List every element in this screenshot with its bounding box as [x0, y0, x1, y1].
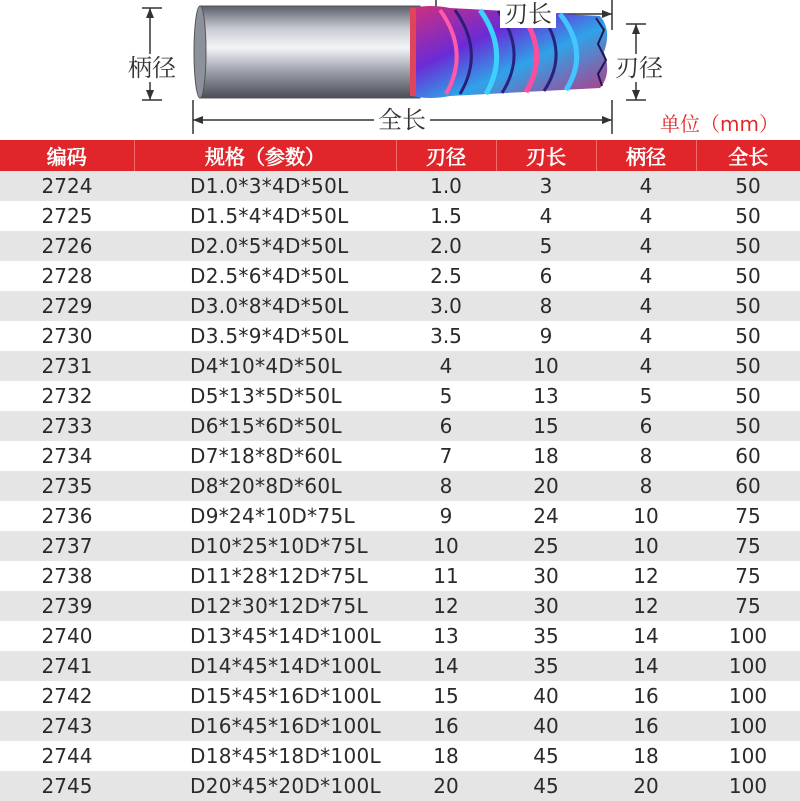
cell-spec: D8*20*8D*60L	[190, 474, 342, 498]
cell-spec: D2.0*5*4D*50L	[190, 234, 349, 258]
cell-cutting-length: 45	[533, 744, 559, 768]
cell-cutting-length: 40	[533, 684, 559, 708]
cell-cutting-diameter: 13	[433, 624, 459, 648]
cell-code: 2724	[41, 174, 93, 198]
cell-spec: D1.5*4*4D*50L	[190, 204, 349, 228]
table-row	[0, 171, 800, 201]
cell-cutting-length: 5	[539, 234, 553, 258]
table-row	[0, 381, 800, 411]
table-row	[0, 231, 800, 261]
cell-code: 2738	[41, 564, 93, 588]
cell-code: 2729	[41, 294, 93, 318]
cell-cutting-diameter: 1.0	[430, 174, 462, 198]
cell-cutting-length: 9	[539, 324, 553, 348]
cell-shank-diameter: 4	[639, 294, 653, 318]
cell-cutting-length: 10	[533, 354, 559, 378]
cell-code: 2728	[41, 264, 93, 288]
table-header-row	[0, 140, 800, 171]
table-row	[0, 651, 800, 681]
cell-cutting-length: 13	[533, 384, 559, 408]
cell-shank-diameter: 6	[639, 414, 653, 438]
cell-cutting-length: 45	[533, 774, 559, 798]
unit-label: 单位（mm）	[660, 112, 779, 136]
cell-shank-diameter: 14	[633, 624, 659, 648]
cell-overall-length: 100	[728, 774, 768, 798]
cell-cutting-length: 35	[533, 624, 559, 648]
cell-shank-diameter: 5	[639, 384, 653, 408]
cell-shank-diameter: 8	[639, 444, 653, 468]
header-cutting-diameter: 刃径	[396, 140, 496, 171]
cell-cutting-length: 3	[539, 174, 553, 198]
cell-overall-length: 50	[735, 234, 761, 258]
cell-overall-length: 100	[728, 744, 768, 768]
cell-overall-length: 100	[728, 714, 768, 738]
cell-overall-length: 75	[735, 534, 761, 558]
cell-cutting-length: 25	[533, 534, 559, 558]
cell-code: 2744	[41, 744, 93, 768]
header-shank-diameter: 柄径	[596, 140, 696, 171]
cell-overall-length: 50	[735, 324, 761, 348]
cell-code: 2734	[41, 444, 93, 468]
cell-cutting-length: 6	[539, 264, 553, 288]
cell-cutting-diameter: 2.0	[430, 234, 462, 258]
cell-cutting-length: 35	[533, 654, 559, 678]
cell-spec: D1.0*3*4D*50L	[190, 174, 349, 198]
cell-cutting-diameter: 14	[433, 654, 459, 678]
cell-overall-length: 100	[728, 654, 768, 678]
cell-spec: D7*18*8D*60L	[190, 444, 342, 468]
cell-cutting-diameter: 7	[439, 444, 453, 468]
table-row	[0, 411, 800, 441]
cell-spec: D20*45*20D*100L	[190, 774, 381, 798]
cell-shank-diameter: 4	[639, 174, 653, 198]
cell-cutting-length: 4	[539, 204, 553, 228]
table-row	[0, 621, 800, 651]
table-row	[0, 591, 800, 621]
cell-spec: D16*45*16D*100L	[190, 714, 381, 738]
header-spec: 规格（参数）	[134, 140, 396, 171]
cell-spec: D11*28*12D*75L	[190, 564, 368, 588]
table-row	[0, 321, 800, 351]
cell-code: 2735	[41, 474, 93, 498]
cell-overall-length: 50	[735, 294, 761, 318]
table-row	[0, 681, 800, 711]
cell-shank-diameter: 4	[639, 264, 653, 288]
cell-cutting-length: 30	[533, 564, 559, 588]
end-mill-diagram	[0, 0, 800, 140]
cell-cutting-diameter: 15	[433, 684, 459, 708]
shank-diameter-label: 柄径	[128, 54, 176, 82]
cell-cutting-length: 15	[533, 414, 559, 438]
cell-cutting-length: 40	[533, 714, 559, 738]
overall-length-label: 全长	[374, 106, 430, 134]
table-row	[0, 291, 800, 321]
cell-spec: D18*45*18D*100L	[190, 744, 381, 768]
cell-cutting-length: 8	[539, 294, 553, 318]
cell-cutting-diameter: 6	[439, 414, 453, 438]
cell-cutting-diameter: 9	[439, 504, 453, 528]
cell-cutting-length: 24	[533, 504, 559, 528]
cell-code: 2731	[41, 354, 93, 378]
cell-code: 2745	[41, 774, 93, 798]
header-code: 编码	[0, 140, 134, 171]
cell-shank-diameter: 4	[639, 354, 653, 378]
cell-shank-diameter: 18	[633, 744, 659, 768]
cell-code: 2742	[41, 684, 93, 708]
table-row	[0, 441, 800, 471]
table-row	[0, 201, 800, 231]
cell-code: 2726	[41, 234, 93, 258]
table-row	[0, 741, 800, 771]
cell-shank-diameter: 14	[633, 654, 659, 678]
cell-spec: D3.0*8*4D*50L	[190, 294, 349, 318]
cell-spec: D12*30*12D*75L	[190, 594, 368, 618]
cell-cutting-length: 20	[533, 474, 559, 498]
cell-shank-diameter: 10	[633, 504, 659, 528]
cell-spec: D5*13*5D*50L	[190, 384, 342, 408]
cell-cutting-length: 30	[533, 594, 559, 618]
cell-shank-diameter: 16	[633, 684, 659, 708]
tool-shank	[194, 6, 420, 98]
cell-shank-diameter: 4	[639, 204, 653, 228]
cell-code: 2743	[41, 714, 93, 738]
cell-shank-diameter: 20	[633, 774, 659, 798]
cell-overall-length: 60	[735, 474, 761, 498]
cell-code: 2736	[41, 504, 93, 528]
cell-cutting-diameter: 3.5	[430, 324, 462, 348]
cell-overall-length: 50	[735, 414, 761, 438]
cell-shank-diameter: 4	[639, 324, 653, 348]
table-row	[0, 261, 800, 291]
cell-spec: D10*25*10D*75L	[190, 534, 368, 558]
cell-cutting-diameter: 2.5	[430, 264, 462, 288]
cell-spec: D6*15*6D*50L	[190, 414, 342, 438]
cell-cutting-diameter: 1.5	[430, 204, 462, 228]
cell-overall-length: 50	[735, 204, 761, 228]
cell-overall-length: 75	[735, 594, 761, 618]
cell-shank-diameter: 12	[633, 564, 659, 588]
table-row	[0, 501, 800, 531]
cell-code: 2732	[41, 384, 93, 408]
table-row	[0, 351, 800, 381]
cell-code: 2740	[41, 624, 93, 648]
header-overall-length: 全长	[728, 145, 769, 169]
cell-cutting-diameter: 10	[433, 534, 459, 558]
cell-cutting-diameter: 4	[439, 354, 453, 378]
cell-shank-diameter: 12	[633, 594, 659, 618]
cell-spec: D2.5*6*4D*50L	[190, 264, 349, 288]
cell-code: 2741	[41, 654, 93, 678]
cell-spec: D15*45*16D*100L	[190, 684, 381, 708]
table-row	[0, 531, 800, 561]
cell-cutting-diameter: 3.0	[430, 294, 462, 318]
cell-shank-diameter: 10	[633, 534, 659, 558]
cell-spec: D9*24*10D*75L	[190, 504, 355, 528]
table-row	[0, 771, 800, 801]
spec-table	[0, 140, 800, 801]
cutting-diameter-label: 刃径	[615, 54, 663, 82]
cell-cutting-length: 18	[533, 444, 559, 468]
table-row	[0, 471, 800, 501]
cell-overall-length: 100	[728, 684, 768, 708]
cell-overall-length: 60	[735, 444, 761, 468]
cell-spec: D14*45*14D*100L	[190, 654, 381, 678]
cell-spec: D13*45*14D*100L	[190, 624, 381, 648]
table-row	[0, 561, 800, 591]
cell-shank-diameter: 16	[633, 714, 659, 738]
cell-cutting-diameter: 16	[433, 714, 459, 738]
cell-spec: D3.5*9*4D*50L	[190, 324, 349, 348]
cell-cutting-diameter: 12	[433, 594, 459, 618]
cell-overall-length: 50	[735, 384, 761, 408]
cell-code: 2733	[41, 414, 93, 438]
cell-overall-length: 75	[735, 504, 761, 528]
cell-code: 2725	[41, 204, 93, 228]
header-cutting-length: 刃长	[496, 140, 596, 171]
cell-cutting-diameter: 5	[439, 384, 453, 408]
cell-spec: D4*10*4D*50L	[190, 354, 342, 378]
cell-shank-diameter: 8	[639, 474, 653, 498]
cell-code: 2730	[41, 324, 93, 348]
cell-overall-length: 100	[728, 624, 768, 648]
cell-code: 2739	[41, 594, 93, 618]
cell-cutting-diameter: 8	[439, 474, 453, 498]
cutting-length-label: 刃长	[500, 0, 556, 28]
cell-cutting-diameter: 18	[433, 744, 459, 768]
cell-cutting-diameter: 11	[433, 564, 459, 588]
cell-cutting-diameter: 20	[433, 774, 459, 798]
cell-code: 2737	[41, 534, 93, 558]
table-row	[0, 711, 800, 741]
cell-shank-diameter: 4	[639, 234, 653, 258]
cell-overall-length: 50	[735, 264, 761, 288]
cell-overall-length: 75	[735, 564, 761, 588]
cell-overall-length: 50	[735, 354, 761, 378]
cell-overall-length: 50	[735, 174, 761, 198]
